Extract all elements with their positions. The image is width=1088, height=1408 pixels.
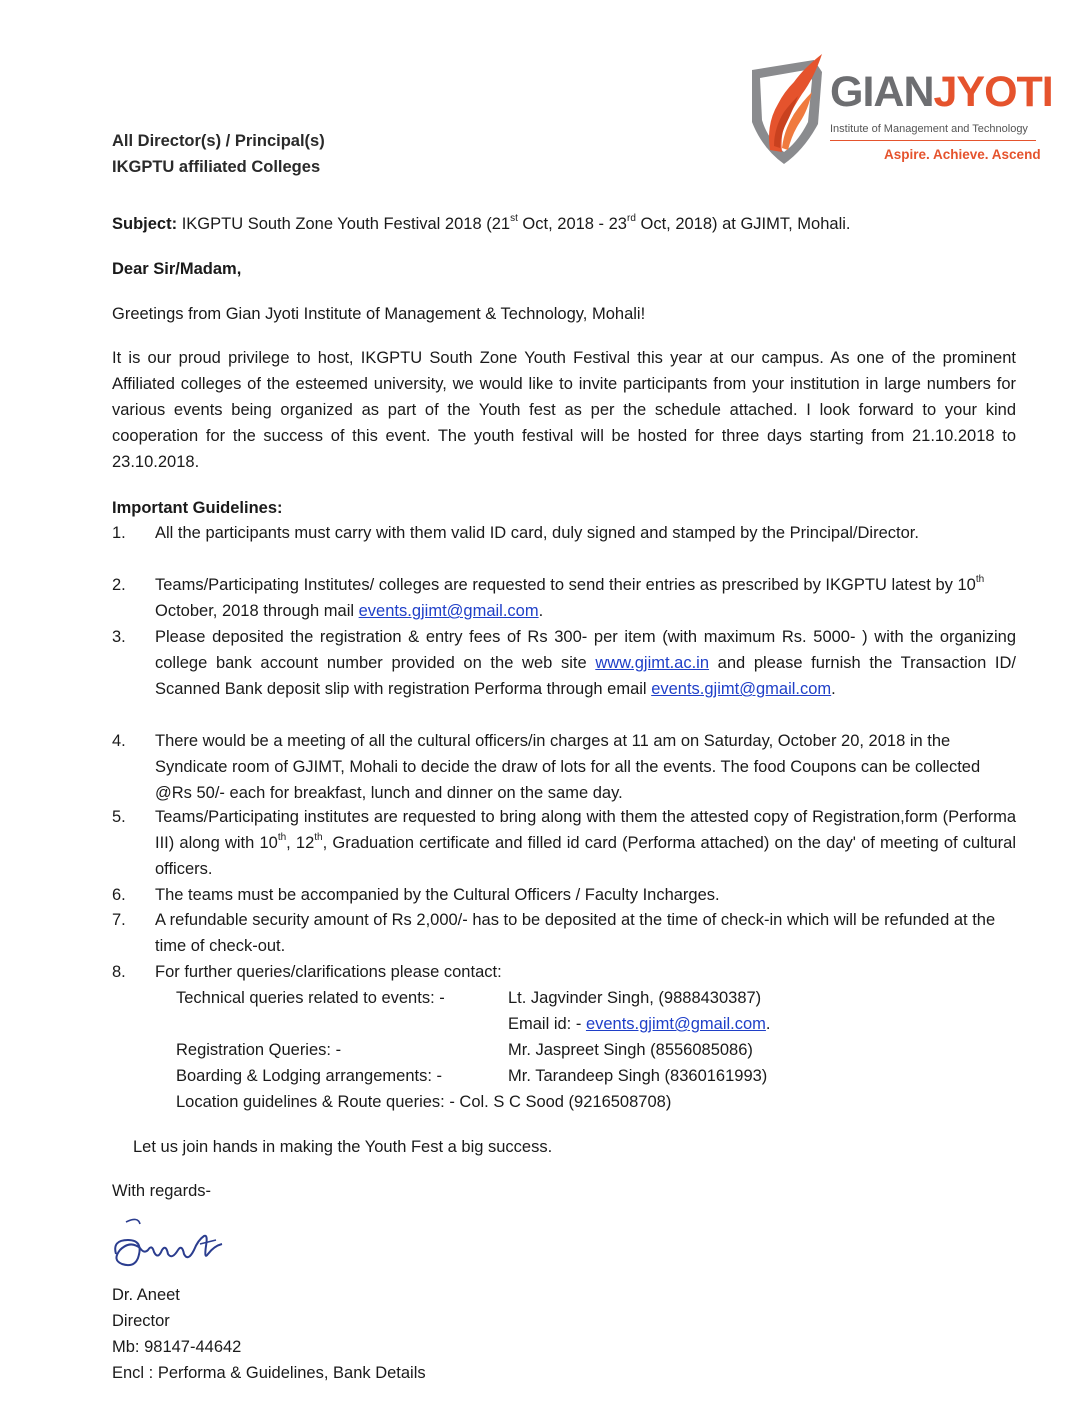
subject-label: Subject: xyxy=(112,215,178,233)
guideline-item-1: 1. All the participants must carry with them valid ID card, duly signed and stamped by the Principal/Director. xyxy=(112,524,919,542)
signatory-name: Dr. Aneet xyxy=(112,1286,180,1304)
letter-page: GIANJYOTI Institute of Management and Technology Aspire. Achieve. Ascend All Director(s) / Principal(s) IKGPTU affiliated Colleges Subject: IKGPTU South Zone Youth Festival 2018 (21st Oct, 2018 - 23rd Oct, 2018) at GJIMT, Mohali. Dear Sir/Madam, Greetings from Gian Jyoti Institute of Management & Technology, Mohali! It is our proud privilege to host, IKGPTU South Zone Youth Festival this year at our campus. As one of the prominent Affiliated colleges of the esteemed university, we would like to invite participants from your institution in large numbers for various events being organized as part of the Youth fest as per the schedule attached. I look forward to your kind cooperation for the success of this event. The youth festival will be hosted for three days starting from 21.10.2018 to 23.10.2018. Important Guidelines: 1. All the participants must carry with them valid ID card, duly signed and stamped by the Principal/Director. 2. Teams/Participating Institutes/ colleges are requested to send their entries as prescribed by IKGPTU latest by 10th October, 2018 through mail events.gjimt@gmail.com. 3. Please deposited the registration & entry fees of Rs 300- per item (with maximum Rs. 5000- ) with the organizing college bank account number provided on the web site www.gjimt.ac.in and please furnish the Transaction ID/ Scanned Bank deposit slip with registration Performa through email events.gjimt@gmail.com. 4. There would be a meeting of all the cultural officers/in charges at 11 am on Saturday, October 20, 2018 in the Syndicate room of GJIMT, Mohali to decide the draw of lots for all the events. The food Coupons can be collected @Rs 50/- each for breakfast, lunch and dinner on the same day. 5. Teams/Participating institutes are requested to bring along with them the attested copy of Registration,form (Performa III) along with 10th, 12th, Graduation certificate and filled id card (Performa attached) on the day' of meeting of cultural officers. 6. The teams must be accompanied by the Cultural Officers / Faculty Incharges. 7. A refundable security amount of Rs 2,000/- has to be deposited at the time of check-in which will be refunded at the time of check-out. 8. For further queries/clarifications please contact: Technical queries related to events: - Lt. Jagvinder Singh, (9888430387) Email id: - events.gjimt@gmail.com. Registration Queries: - Mr. Jaspreet Singh (8556085086) Boarding & Lodging arrangements: - Mr. Tarandeep Singh (8360161993) Location guidelines & Route queries: - Col. S C Sood (9216508708) Let us join hands in making the Youth Fest a big success. With regards- Dr. Aneet Director Mb: 98147-44642 Encl : Performa & Guidelines, Bank Details xyxy=(0,0,1088,1408)
guideline-item-4: 4. There would be a meeting of all the cultural officers/in charges at 11 am on Saturday, October 20, 2018 in the Syndicate room of GJIMT, Mohali to decide the draw of lots for all the events. The food Coupons can be collected @Rs 50/- each for breakfast, lunch and dinner on the same day. xyxy=(112,732,981,802)
enclosures: Encl : Performa & Guidelines, Bank Details xyxy=(112,1364,426,1382)
guideline-item-7: 7. A refundable security amount of Rs 2,000/- has to be deposited at the time of check-in which will be refunded at the time of check-out. xyxy=(112,911,996,955)
guideline-item-3: 3. Please deposited the registration & entry fees of Rs 300- per item (with maximum Rs. 5000- ) with the organizing college bank account number provided on the web site www.gjimt.ac.in and please furnish the Transaction ID/ Scanned Bank deposit slip with registration Performa through email events.gjimt@gmail.com. xyxy=(112,628,1016,698)
closing-line: Let us join hands in making the Youth Fest a big success. xyxy=(133,1138,553,1156)
email-link[interactable]: events.gjimt@gmail.com xyxy=(358,602,539,620)
guideline-item-6: 6. The teams must be accompanied by the Cultural Officers / Faculty Incharges. xyxy=(112,886,720,904)
guideline-item-8: 8. For further queries/clarifications please contact: xyxy=(112,963,502,981)
email-link[interactable]: events.gjimt@gmail.com xyxy=(585,1015,766,1033)
guideline-item-2: 2. Teams/Participating Institutes/ colleges are requested to send their entries as prescribed by IKGPTU latest by 10th October, 2018 through mail events.gjimt@gmail.com. xyxy=(112,573,985,620)
signatory-title: Director xyxy=(112,1312,170,1330)
addressee-line-2: IKGPTU affiliated Colleges xyxy=(112,158,321,176)
brand-name: GIANJYOTI xyxy=(830,68,1053,116)
gianjyoti-logo xyxy=(744,52,1053,172)
brand-tagline: Aspire. Achieve. Ascend xyxy=(884,147,1041,162)
handwritten-signature xyxy=(108,1210,238,1272)
addressee-line-1: All Director(s) / Principal(s) xyxy=(112,132,325,150)
greeting: Greetings from Gian Jyoti Institute of Management & Technology, Mohali! xyxy=(112,305,646,323)
guidelines-heading: Important Guidelines: xyxy=(112,499,283,517)
website-link[interactable]: www.gjimt.ac.in xyxy=(595,654,710,672)
email-link[interactable]: events.gjimt@gmail.com xyxy=(651,680,832,698)
subject-line: Subject: IKGPTU South Zone Youth Festival 2018 (21st Oct, 2018 - 23rd Oct, 2018) at GJIMT, Mohali. xyxy=(112,212,851,233)
regards: With regards- xyxy=(112,1182,212,1200)
addressee xyxy=(112,128,325,180)
guideline-item-5: 5. Teams/Participating institutes are requested to bring along with them the attested copy of Registration,form (Performa III) along with 10th, 12th, Graduation certificate and filled id card (Performa attached) on the day' of meeting of cultural officers. xyxy=(112,808,1016,878)
salutation: Dear Sir/Madam, xyxy=(112,260,242,278)
signature-block xyxy=(112,1282,426,1386)
shield-flame-icon xyxy=(744,52,830,170)
signatory-phone: Mb: 98147-44642 xyxy=(112,1338,242,1356)
brand-divider xyxy=(830,140,1036,141)
brand-subtitle: Institute of Management and Technology xyxy=(830,123,1028,135)
intro-paragraph: It is our proud privilege to host, IKGPTU South Zone Youth Festival this year at our campus. As one of the prominent Affiliated colleges of the esteemed university, we would like to invite participants from your institution in large numbers for various events being organized as part of the Youth fest as per the schedule attached. I look forward to your kind cooperation for the success of this event. The youth festival will be hosted for three days starting from 21.10.2018 to 23.10.2018. xyxy=(112,349,1016,471)
